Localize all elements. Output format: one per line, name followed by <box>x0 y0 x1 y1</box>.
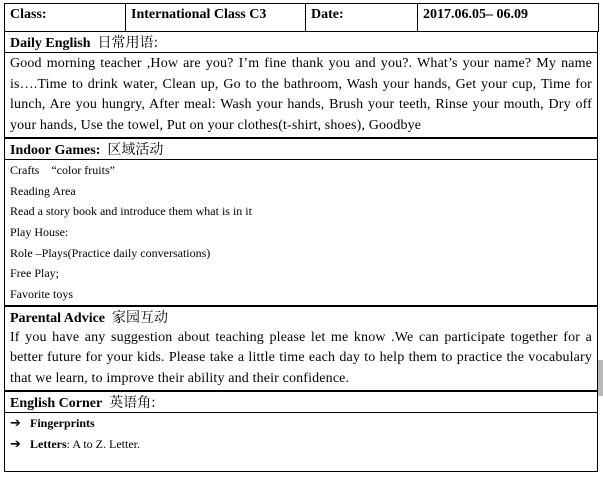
parental-advice-section <box>4 306 598 392</box>
parental-advice-text: If you have any suggestion about teaching please let me know .We can participate together for a better future for your kids. Please take a little time each day to help them to practice the vocabulary that we learn, to improve their ability and their confidence. <box>10 329 592 386</box>
date-label: Date: <box>306 4 418 32</box>
indoor-games-line: Favorite toys <box>10 287 73 302</box>
date-value: 2017.06.05– 06.09 <box>418 4 599 32</box>
indoor-games-title: Indoor Games: 区域活动 <box>5 138 597 160</box>
indoor-games-line: Crafts “color fruits” <box>10 163 115 177</box>
english-corner-title: English Corner 英语角: <box>5 391 597 413</box>
lesson-plan-page <box>4 3 598 472</box>
scrollbar-thumb[interactable] <box>598 360 603 396</box>
english-corner-section <box>4 391 598 472</box>
english-corner-item: ➔ Fingerprints <box>5 413 597 434</box>
parental-advice-title-cn: 家园互动 <box>112 309 169 326</box>
daily-english-section <box>4 32 598 138</box>
indoor-games-line: Role –Plays(Practice daily conversations) <box>10 245 211 260</box>
class-value: International Class C3 <box>126 4 306 32</box>
class-label: Class: <box>5 4 126 32</box>
indoor-games-section <box>4 138 598 306</box>
english-corner-title-cn: 英语角: <box>109 395 156 412</box>
indoor-games-line: Free Play; <box>10 266 59 281</box>
indoor-games-line: Read a story book and introduce them what is in it <box>10 204 252 219</box>
english-corner-item: ➔ Letters: A to Z. Letter. <box>5 434 597 455</box>
arrow-right-icon: ➔ <box>10 437 21 453</box>
daily-english-text: Good morning teacher ,How are you? I’m fine thank you and you?. What’s your name? My name is….Time to drink water, Clean up, Go to the bathroom, Wash your hands, Get your cup, Time for lunch, Are you hungry, After meal: Wash your hands, Brush your teeth, Rinse your mouth, Dry off your hands, Use the towel, Put on your clothes(t-shirt, shoes), Goodbye <box>10 56 592 133</box>
parental-advice-title: Parental Advice 家园互动 <box>5 306 597 327</box>
indoor-games-line: Reading Area <box>10 183 76 198</box>
arrow-right-icon: ➔ <box>10 416 21 432</box>
header-table <box>4 3 599 32</box>
daily-english-title: Daily English 日常用语: <box>5 32 597 53</box>
daily-english-title-cn: 日常用语: <box>97 35 159 51</box>
indoor-games-title-cn: 区域活动 <box>107 142 164 158</box>
indoor-games-line: Play House: <box>10 225 69 240</box>
